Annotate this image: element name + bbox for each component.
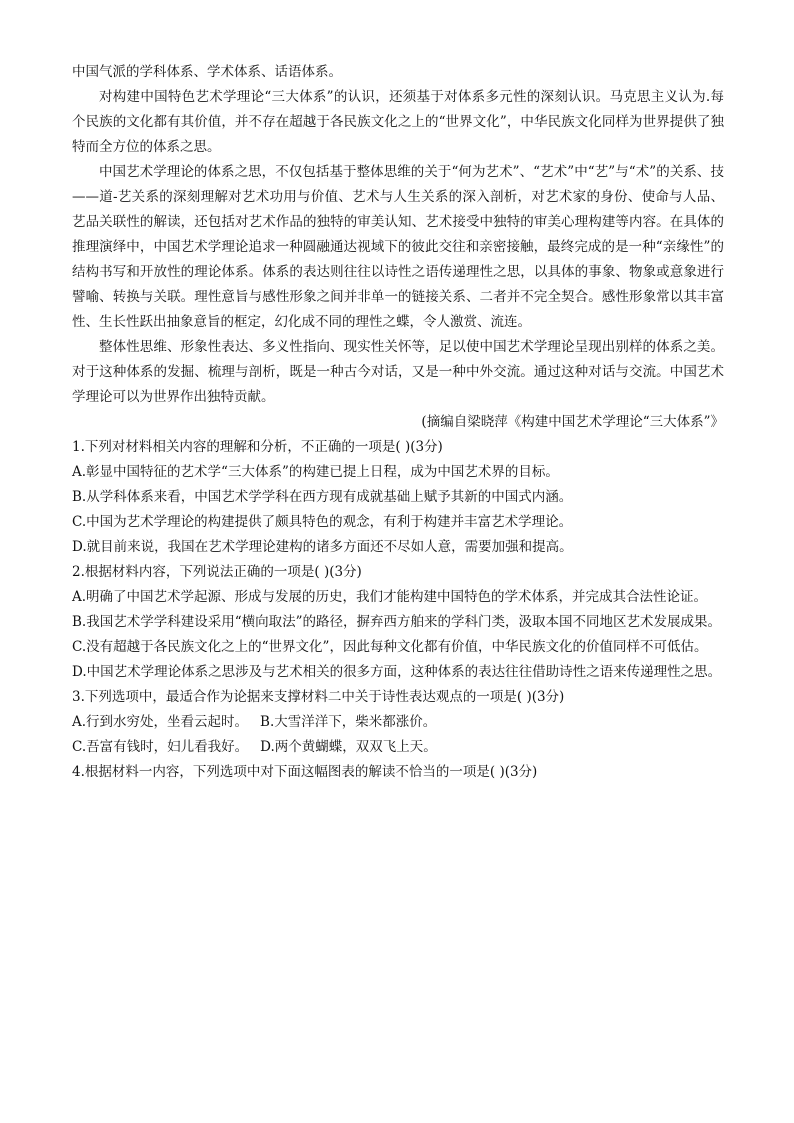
- question-2-option-c: C.没有超越于各民族文化之上的“世界文化”，因此每种文化都有价值，中华民族文化的价值同样不可低估。: [72, 639, 708, 655]
- passage-source: (摘编自梁晓萍《构建中国艺术学理论“三大体系”》: [421, 414, 724, 430]
- question-3-stem: 3.下列选项中，最适合作为论据来支撑材料二中关于诗性表达观点的一项是( )(3分): [72, 689, 565, 705]
- passage-paragraph-2: 对构建中国特色艺术学理论“三大体系”的认识，还须基于对体系多元性的深刻认识。马克思主义认为.每个民族的文化都有其价值，并不存在超越于各民族文化之上的“世界文化”，中华民族文化同样为世界提供了独特而全方位的体系之思。: [72, 89, 724, 155]
- question-3-option-d: D.两个黄蝴蝶，双双飞上天。: [260, 739, 437, 755]
- question-1-option-c: C.中国为艺术学理论的构建提供了颇具特色的观念，有利于构建并丰富艺术学理论。: [72, 514, 573, 530]
- question-3-options-row-2: [72, 735, 724, 760]
- question-2: [72, 560, 724, 685]
- question-3: [72, 685, 724, 760]
- question-2-option-d: D.中国艺术学理论体系之思涉及与艺术相关的很多方面，这种体系的表达往往借助诗性之语来传递理性之思。: [72, 664, 722, 680]
- question-2-stem: 2.根据材料内容，下列说法正确的一项是( )(3分): [72, 564, 362, 580]
- question-2-option-b: B.我国艺术学学科建设采用“横向取法”的路径，摒弃西方舶来的学科门类，汲取本国不同地区艺术发展成果。: [72, 614, 722, 630]
- question-2-option-a: A.明确了中国艺术学起源、形成与发展的历史，我们才能构建中国特色的学术体系，并完成其合法性论证。: [72, 589, 708, 605]
- passage-paragraph-4: 整体性思维、形象性表达、多义性指向、现实性关怀等，足以使中国艺术学理论呈现出别样的体系之美。对于这种体系的发掘、梳理与剖析，既是一种古今对话，又是一种中外交流。通过这种对话与交流。中国艺术学理论可以为世界作出独特贡献。: [72, 339, 724, 405]
- question-3-options-row-1: [72, 710, 724, 735]
- passage-paragraph-3: 中国艺术学理论的体系之思，不仅包括基于整体思维的关于“何为艺术”、“艺术”中“艺”与“术”的关系、技——道-艺关系的深刻理解对艺术功用与价值、艺术与人生关系的深入剖析，对艺术家的身份、使命与人品、艺品关联性的解读，还包括对艺术作品的独特的审美认知、艺术接受中独特的审美心理构建等内容。在具体的推理演绎中，中国艺术学理论追求一种圆融通达视域下的彼此交往和亲密接触，最终完成的是一种“亲缘性”的结构书写和开放性的理论体系。体系的表达则往往以诗性之语传递理性之思，以具体的事象、物象或意象进行譬喻、转换与关联。理性意旨与感性形象之间并非单一的链接关系、二者并不完全契合。感性形象常以其丰富性、生长性跃出抽象意旨的框定，幻化成不同的理性之蝶，令人激赏、流连。: [72, 164, 724, 330]
- question-1: [72, 435, 724, 560]
- question-1-option-d: D.就目前来说，我国在艺术学理论建构的诸多方面还不尽如人意，需要加强和提高。: [72, 539, 573, 555]
- exam-page: [72, 60, 724, 785]
- question-4-stem: 4.根据材料一内容，下列选项中对下面这幅图表的解读不恰当的一项是( )(3分): [72, 764, 538, 780]
- question-1-stem: 1.下列对材料相关内容的理解和分析，不正确的一项是( )(3分): [72, 439, 443, 455]
- passage-paragraph-1: 中国气派的学科体系、学术体系、话语体系。: [72, 64, 342, 80]
- question-3-option-b: B.大雪洋洋下，柴米都涨价。: [260, 714, 437, 730]
- question-3-option-c: C.吾富有钱时，妇儿看我好。: [72, 739, 249, 755]
- question-3-option-a: A.行到水穷处，坐看云起时。: [72, 714, 249, 730]
- question-1-option-a: A.彰显中国特征的艺术学“三大体系”的构建已提上日程，成为中国艺术界的目标。: [72, 464, 559, 480]
- question-1-option-b: B.从学科体系来看，中国艺术学学科在西方现有成就基础上赋予其新的中国式内涵。: [72, 489, 573, 505]
- question-4: [72, 760, 724, 785]
